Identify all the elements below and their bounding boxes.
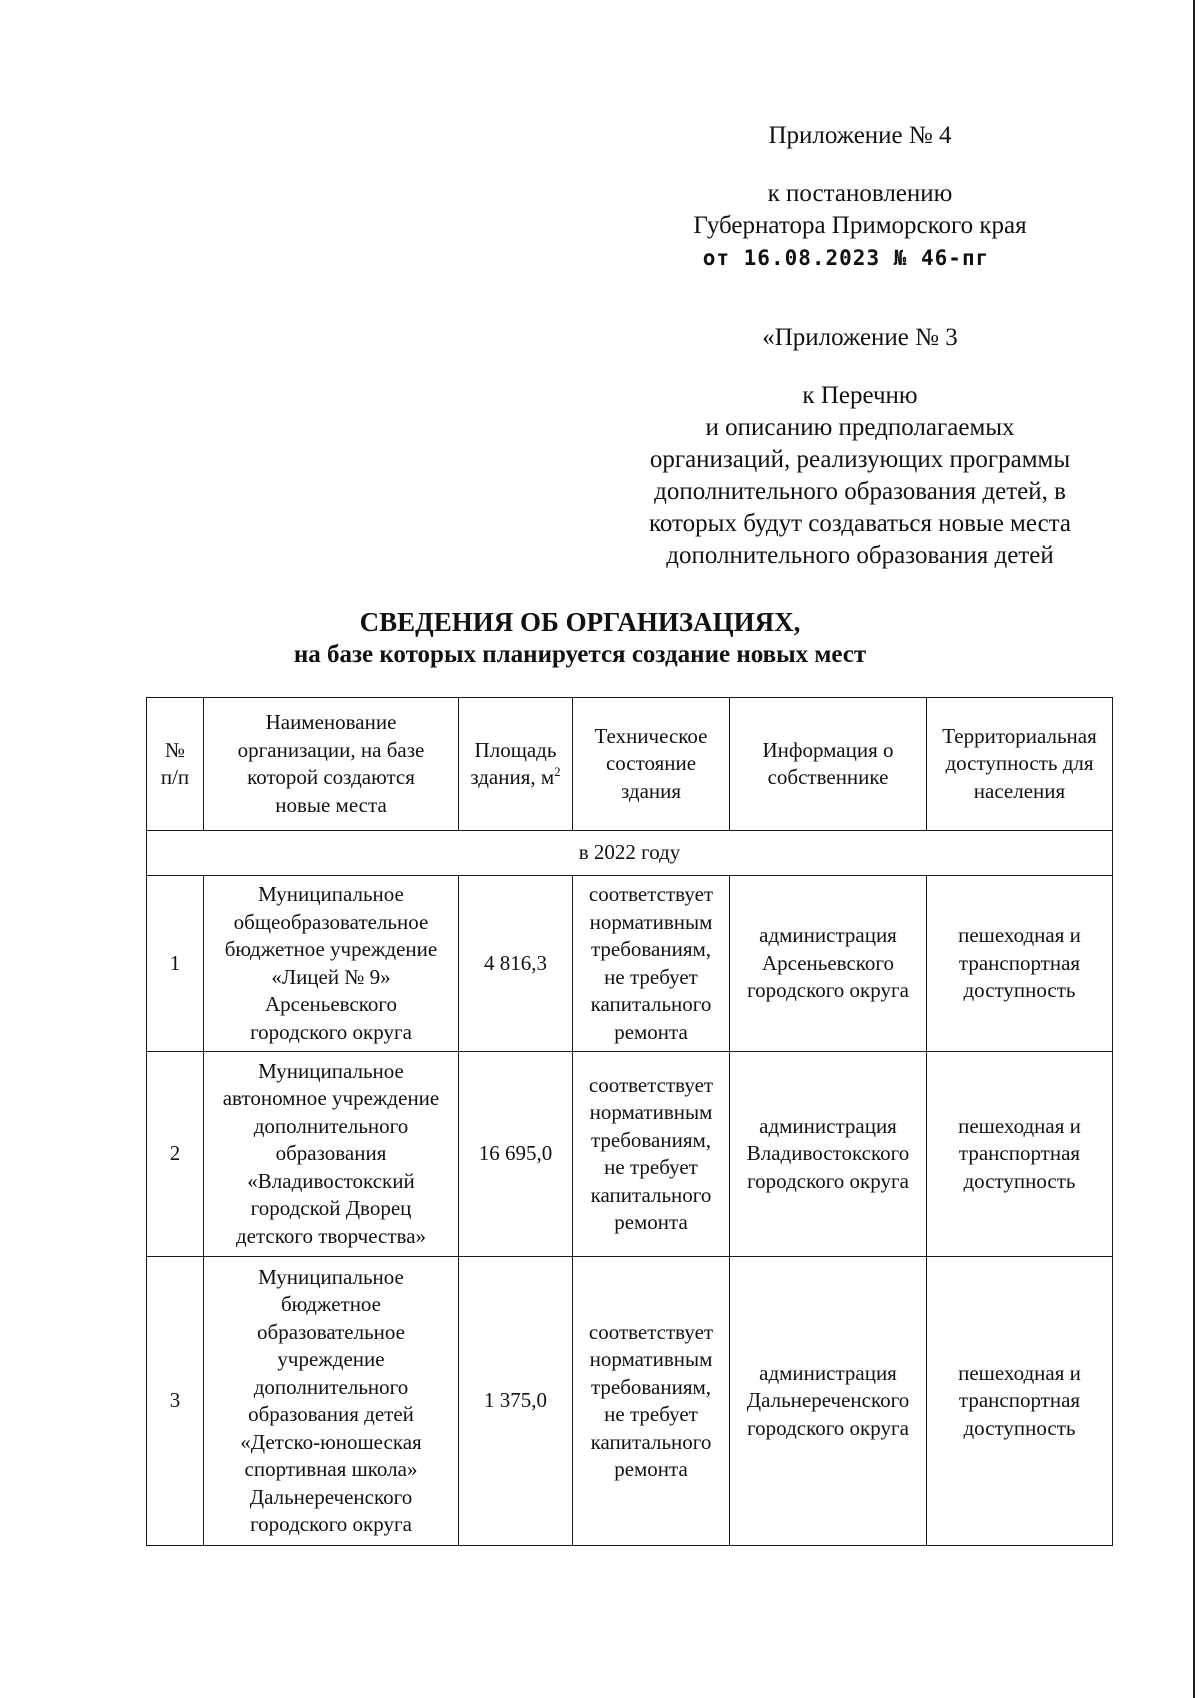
table-row [147,1257,1113,1546]
col-header-owner: Информация о собственнике [730,698,927,831]
cell-num: 2 [147,1052,204,1257]
cell-name: Муниципальное автономное учреждение дополнительного образования «Владивостокский городской Дворец детского творчества» [204,1052,459,1257]
organizations-table [146,697,1113,1546]
col-header-num: № п/п [147,698,204,831]
cell-area: 4 816,3 [459,876,573,1052]
sub-annex-title [640,322,1080,354]
col-header-condition: Техническое состояние здания [573,698,730,831]
cell-owner: администрация Дальнереченского городского округа [730,1257,927,1546]
cell-name: Муниципальное бюджетное образовательное учреждение дополнительного образования детей «Детско-юношеская спортивная школа» Дальнереченского городского округа [204,1257,459,1546]
cell-area: 1 375,0 [459,1257,573,1546]
area-unit-superscript: 2 [554,764,561,779]
col-header-access: Территориальная доступность для населения [927,698,1113,831]
cell-condition: соответствует нормативным требованиям, не требует капитального ремонта [573,1257,730,1546]
cell-access: пешеходная и транспортная доступность [927,1052,1113,1257]
table-row [147,1052,1113,1257]
sub-annex-title-text: «Приложение № 3 [762,324,958,351]
cell-owner: администрация Арсеньевского городского округа [730,876,927,1052]
cell-area: 16 695,0 [459,1052,573,1257]
decree-line-2: Губернатора Приморского края [693,212,1027,239]
table-row [147,876,1113,1052]
col-header-name: Наименование организации, на базе которой создаются новые места [204,698,459,831]
decree-reference [600,178,1120,274]
cell-access: пешеходная и транспортная доступность [927,876,1113,1052]
cell-num: 1 [147,876,204,1052]
page-edge-line [1193,0,1195,1698]
decree-line-1: к постановлению [767,180,953,207]
table-header-row [147,698,1113,831]
cell-owner: администрация Владивостокского городского округа [730,1052,927,1257]
perechen-reference [600,380,1120,572]
page-subtitle: на базе которых планируется создание новых мест [293,641,867,668]
cell-access: пешеходная и транспортная доступность [927,1257,1113,1546]
cell-name: Муниципальное общеобразовательное бюджетное учреждение «Лицей № 9» Арсеньевского городского округа [204,876,459,1052]
section-row [147,831,1113,876]
page-title: СВЕДЕНИЯ ОБ ОРГАНИЗАЦИЯХ, [359,607,801,637]
decree-number: от 16.08.2023 № 46-пг [702,246,990,270]
cell-condition: соответствует нормативным требованиям, не требует капитального ремонта [573,876,730,1052]
col-header-area: Площадь здания, $м^2$ [459,698,573,831]
cell-condition: соответствует нормативным требованиям, не требует капитального ремонта [573,1052,730,1257]
annex-title [640,120,1080,152]
section-label: в 2022 году [147,831,1113,876]
annex-title-text: Приложение № 4 [768,122,952,149]
cell-num: 3 [147,1257,204,1546]
perechen-text: к Перечню и описанию предполагаемых организаций, реализующих программы дополнительного образования детей, в которых будут создаваться новые места дополнительного образования детей [649,382,1071,569]
